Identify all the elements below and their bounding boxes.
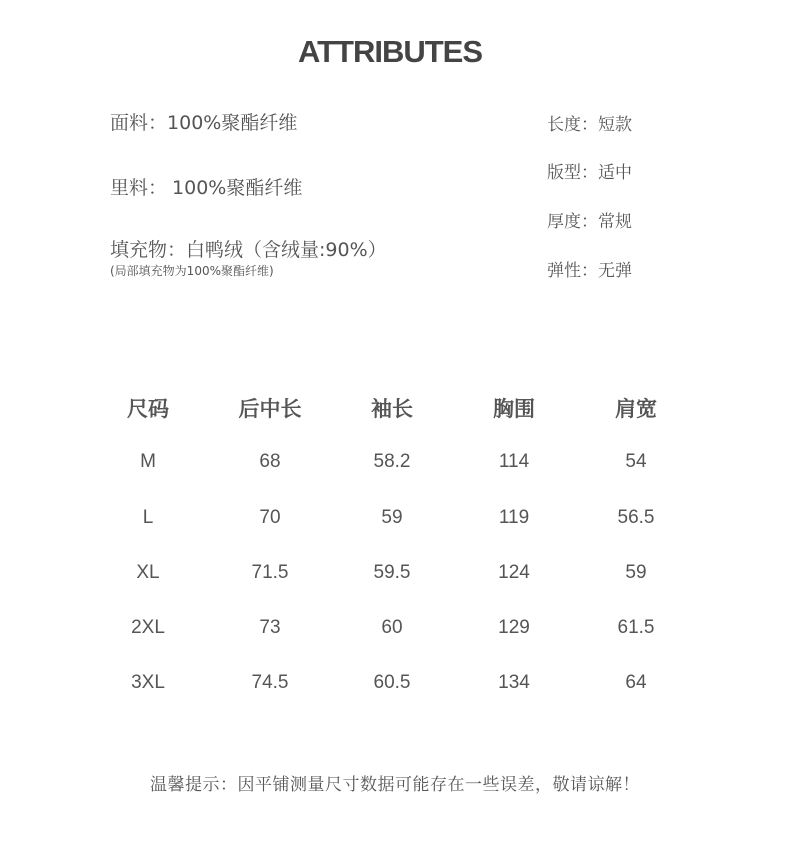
attr-lining-label: 里料： — [110, 177, 168, 199]
cell-back-length: 70 — [259, 506, 281, 528]
size-table-header — [87, 386, 697, 430]
cell-size: 3XL — [131, 671, 165, 693]
cell-back-length: 73 — [259, 616, 281, 638]
cell-shoulder: 54 — [625, 451, 647, 472]
cell-chest: 129 — [498, 616, 530, 638]
cell-size: M — [140, 451, 156, 472]
header-shoulder: 肩宽 — [615, 397, 657, 421]
attr-fabric-value: 100%聚酯纤维 — [167, 112, 298, 134]
attr-filling-note: (局部填充物为100%聚酯纤维) — [110, 264, 274, 278]
cell-sleeve-length: 59 — [381, 506, 403, 528]
attr-thickness-value: 常规 — [598, 212, 632, 232]
footer-note: 温馨提示：因平铺测量尺寸数据可能存在一些误差，敬请谅解！ — [150, 775, 640, 795]
cell-back-length: 68 — [259, 451, 281, 472]
attr-thickness — [547, 207, 632, 232]
attr-thickness-label: 厚度： — [547, 212, 598, 232]
cell-sleeve-length: 60 — [381, 616, 403, 638]
attr-fit — [547, 158, 632, 183]
table-row — [87, 490, 697, 545]
size-table — [87, 386, 697, 710]
attr-lining — [110, 173, 302, 200]
attr-fit-label: 版型： — [547, 163, 598, 183]
table-row — [87, 430, 697, 490]
header-chest: 胸围 — [493, 397, 535, 421]
attr-elasticity — [547, 256, 632, 281]
attr-length-value: 短款 — [598, 115, 632, 135]
attr-filling-label: 填充物： — [110, 239, 187, 261]
cell-size: XL — [136, 561, 160, 583]
cell-size: L — [142, 506, 154, 528]
table-row — [87, 600, 697, 655]
attr-filling-value: 白鸭绒（含绒量:90%） — [186, 239, 387, 261]
cell-back-length: 71.5 — [251, 561, 289, 583]
attr-elasticity-value: 无弹 — [598, 261, 632, 281]
table-row — [87, 655, 697, 710]
cell-chest: 134 — [498, 671, 530, 693]
cell-shoulder: 61.5 — [617, 616, 655, 638]
attr-lining-value: 100%聚酯纤维 — [172, 177, 303, 199]
cell-chest: 114 — [498, 451, 530, 472]
attr-elasticity-label: 弹性： — [547, 261, 598, 281]
cell-shoulder: 64 — [625, 671, 647, 693]
attr-length — [547, 110, 632, 135]
attr-filling — [110, 235, 387, 262]
cell-sleeve-length: 59.5 — [373, 561, 411, 583]
cell-shoulder: 59 — [625, 561, 647, 583]
table-row — [87, 545, 697, 600]
cell-size: 2XL — [131, 616, 165, 638]
attr-length-label: 长度： — [547, 115, 598, 135]
cell-sleeve-length: 60.5 — [373, 671, 411, 693]
cell-chest: 124 — [498, 561, 530, 583]
attr-fabric-label: 面料： — [110, 112, 168, 134]
cell-sleeve-length: 58.2 — [373, 451, 411, 472]
cell-chest: 119 — [498, 506, 530, 528]
cell-back-length: 74.5 — [251, 671, 289, 693]
header-size: 尺码 — [127, 397, 169, 421]
cell-shoulder: 56.5 — [617, 506, 655, 528]
attr-fabric — [110, 108, 297, 135]
attr-fit-value: 适中 — [598, 163, 632, 183]
header-back-length: 后中长 — [238, 397, 302, 421]
header-sleeve-length: 袖长 — [371, 397, 413, 421]
page-title: ATTRIBUTES — [297, 34, 483, 69]
